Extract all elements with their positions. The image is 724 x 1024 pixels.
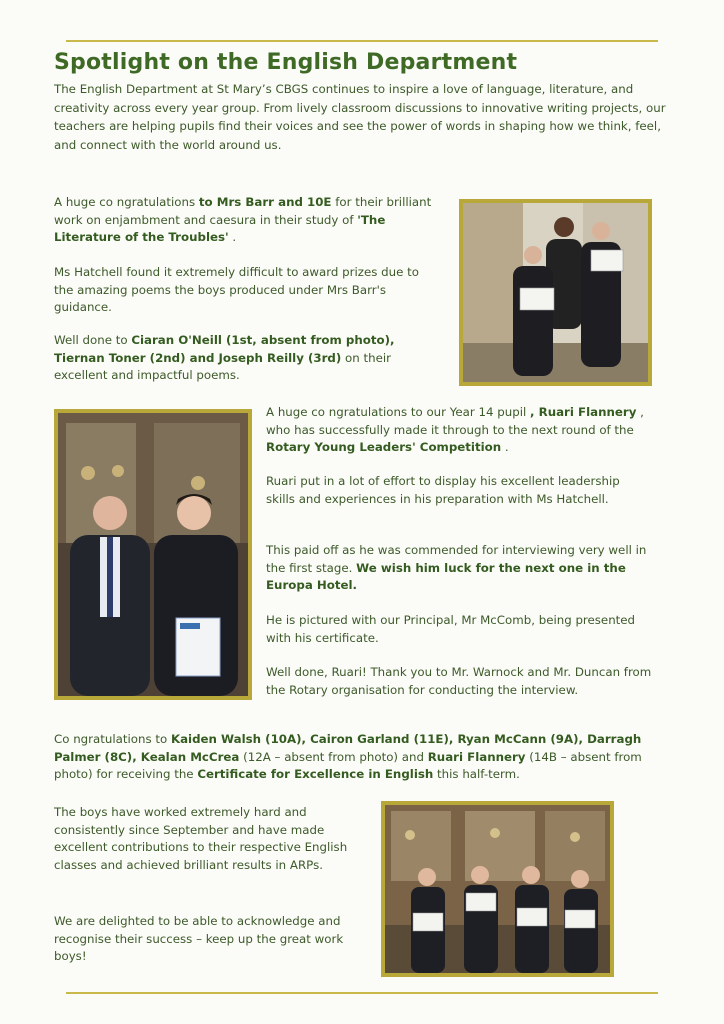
- s1-paragraph-3: Well done to Ciaran O'Neill (1st, absent from photo), Tiernan Toner (2nd) and Joseph Reilly (3rd) on their excellent and impactful poems.: [54, 333, 395, 383]
- s1-paragraph-2: Ms Hatchell found it extremely difficult to award prizes due to the amazing poems the boys produced under Mrs Barr's guidance.: [54, 265, 419, 315]
- class-prize-photo: [459, 199, 652, 386]
- s3-paragraph-3: We are delighted to be able to acknowledge and recognise their success – keep up the great work boys!: [54, 914, 344, 964]
- s3-paragraph-2: The boys have worked extremely hard and consistently since September and have made excellent contributions to their respective English classes and achieved brilliant results in ARPs.: [54, 805, 348, 872]
- s2-paragraph-2: Ruari put in a lot of effort to display his excellent leadership skills and experiences in his preparation with Ms Hatchell.: [266, 474, 620, 506]
- top-divider: [66, 40, 658, 42]
- s2-paragraph-1: A huge co ngratulations to our Year 14 pupil , Ruari Flannery , who has successfully made it through to the next round of the Rotary Young Leaders' Competition .: [266, 405, 644, 455]
- s2-paragraph-4: He is pictured with our Principal, Mr McComb, being presented with his certificate.: [266, 613, 636, 645]
- rotary-photo: [54, 409, 252, 700]
- s2-paragraph-3: This paid off as he was commended for interviewing very well in the first stage. We wish him luck for the next one in the Europa Hotel.: [266, 543, 647, 593]
- s3-paragraph-1: Co ngratulations to Kaiden Walsh (10A), Cairon Garland (11E), Ryan McCann (9A), Darragh Palmer (8C), Kealan McCrea (12A – absent from photo) and Ruari Flannery (14B – absent from photo) for receiving the Certificate for Excellence in English this half-term.: [54, 732, 642, 782]
- intro-paragraph: The English Department at St Mary’s CBGS continues to inspire a love of language, literature, and creativity across every year group. From lively classroom discussions to innovative writing projects, our teachers are helping pupils find their voices and see the power of words in shaping how we think, feel, and connect with the world around us.: [54, 82, 666, 152]
- s1-paragraph-1: A huge co ngratulations to Mrs Barr and 10E for their brilliant work on enjambment and caesura in their study of 'The Literature of the Troubles' .: [54, 195, 432, 245]
- bottom-divider: [66, 992, 658, 994]
- page-title: Spotlight on the English Department: [54, 50, 518, 75]
- s2-paragraph-5: Well done, Ruari! Thank you to Mr. Warnock and Mr. Duncan from the Rotary organisation for conducting the interview.: [266, 665, 652, 697]
- excellence-photo: [381, 801, 614, 977]
